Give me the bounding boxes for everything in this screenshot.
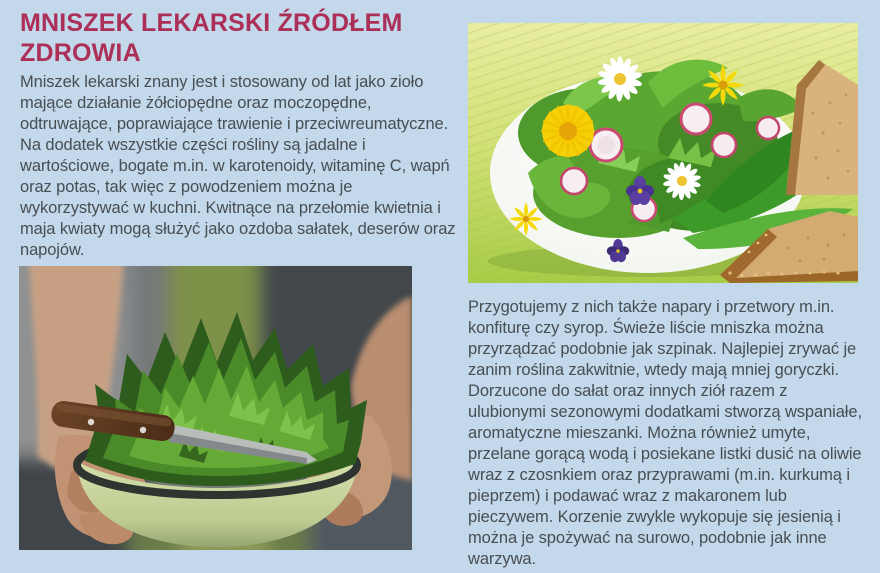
hands-bowl-photo <box>19 266 412 550</box>
hands-bowl-photo-illustration <box>19 266 412 550</box>
page-title: MNISZEK LEKARSKI ŹRÓDŁEM ZDROWIA <box>20 9 403 67</box>
intro-paragraph: Mniszek lekarski znany jest i stosowany od lat jako zioło mające działanie żółciopędne oraz moczopędne, odtruwające, poprawiające trawienie i przeciwreumatyczne. Na dodatek wszystkie części rośliny są jadalne i wartościowe, bogate m.in. w karotenoidy, witaminę C, wapń oraz potas, tak więc z powodzeniem można je wykorzystywać w kuchni. Kwitnące na przełomie kwietnia i maja kwiaty mogą służyć jako ozdoba sałatek, deserów oraz napojów. <box>20 73 456 259</box>
salad-photo <box>468 23 858 283</box>
usage-paragraph: Przygotujemy z nich także napary i przetwory m.in. konfiturę czy syrop. Świeże liście mniszka można przyrządzać podobnie jak szpinak. Najlepiej zrywać je zanim roślina zakwitnie, wtedy mają mniej goryczki. Dorzucone do sałat oraz innych ziół razem z ulubionymi sezonowymi dodatkami stworzą wspaniałe, aromatyczne mieszanki. Można również umyte, przelane gorącą wodą i posiekane listki dusić na oliwie wraz z czosnkiem oraz przyprawami (m.in. kurkumą i pieprzem) i podawać wraz z makaronem lub pieczywem. Korzenie zwykle wykopuje się jesienią i można je spożywać na surowo, podobnie jak inne warzywa. <box>468 298 862 568</box>
salad-photo-illustration <box>468 23 858 283</box>
